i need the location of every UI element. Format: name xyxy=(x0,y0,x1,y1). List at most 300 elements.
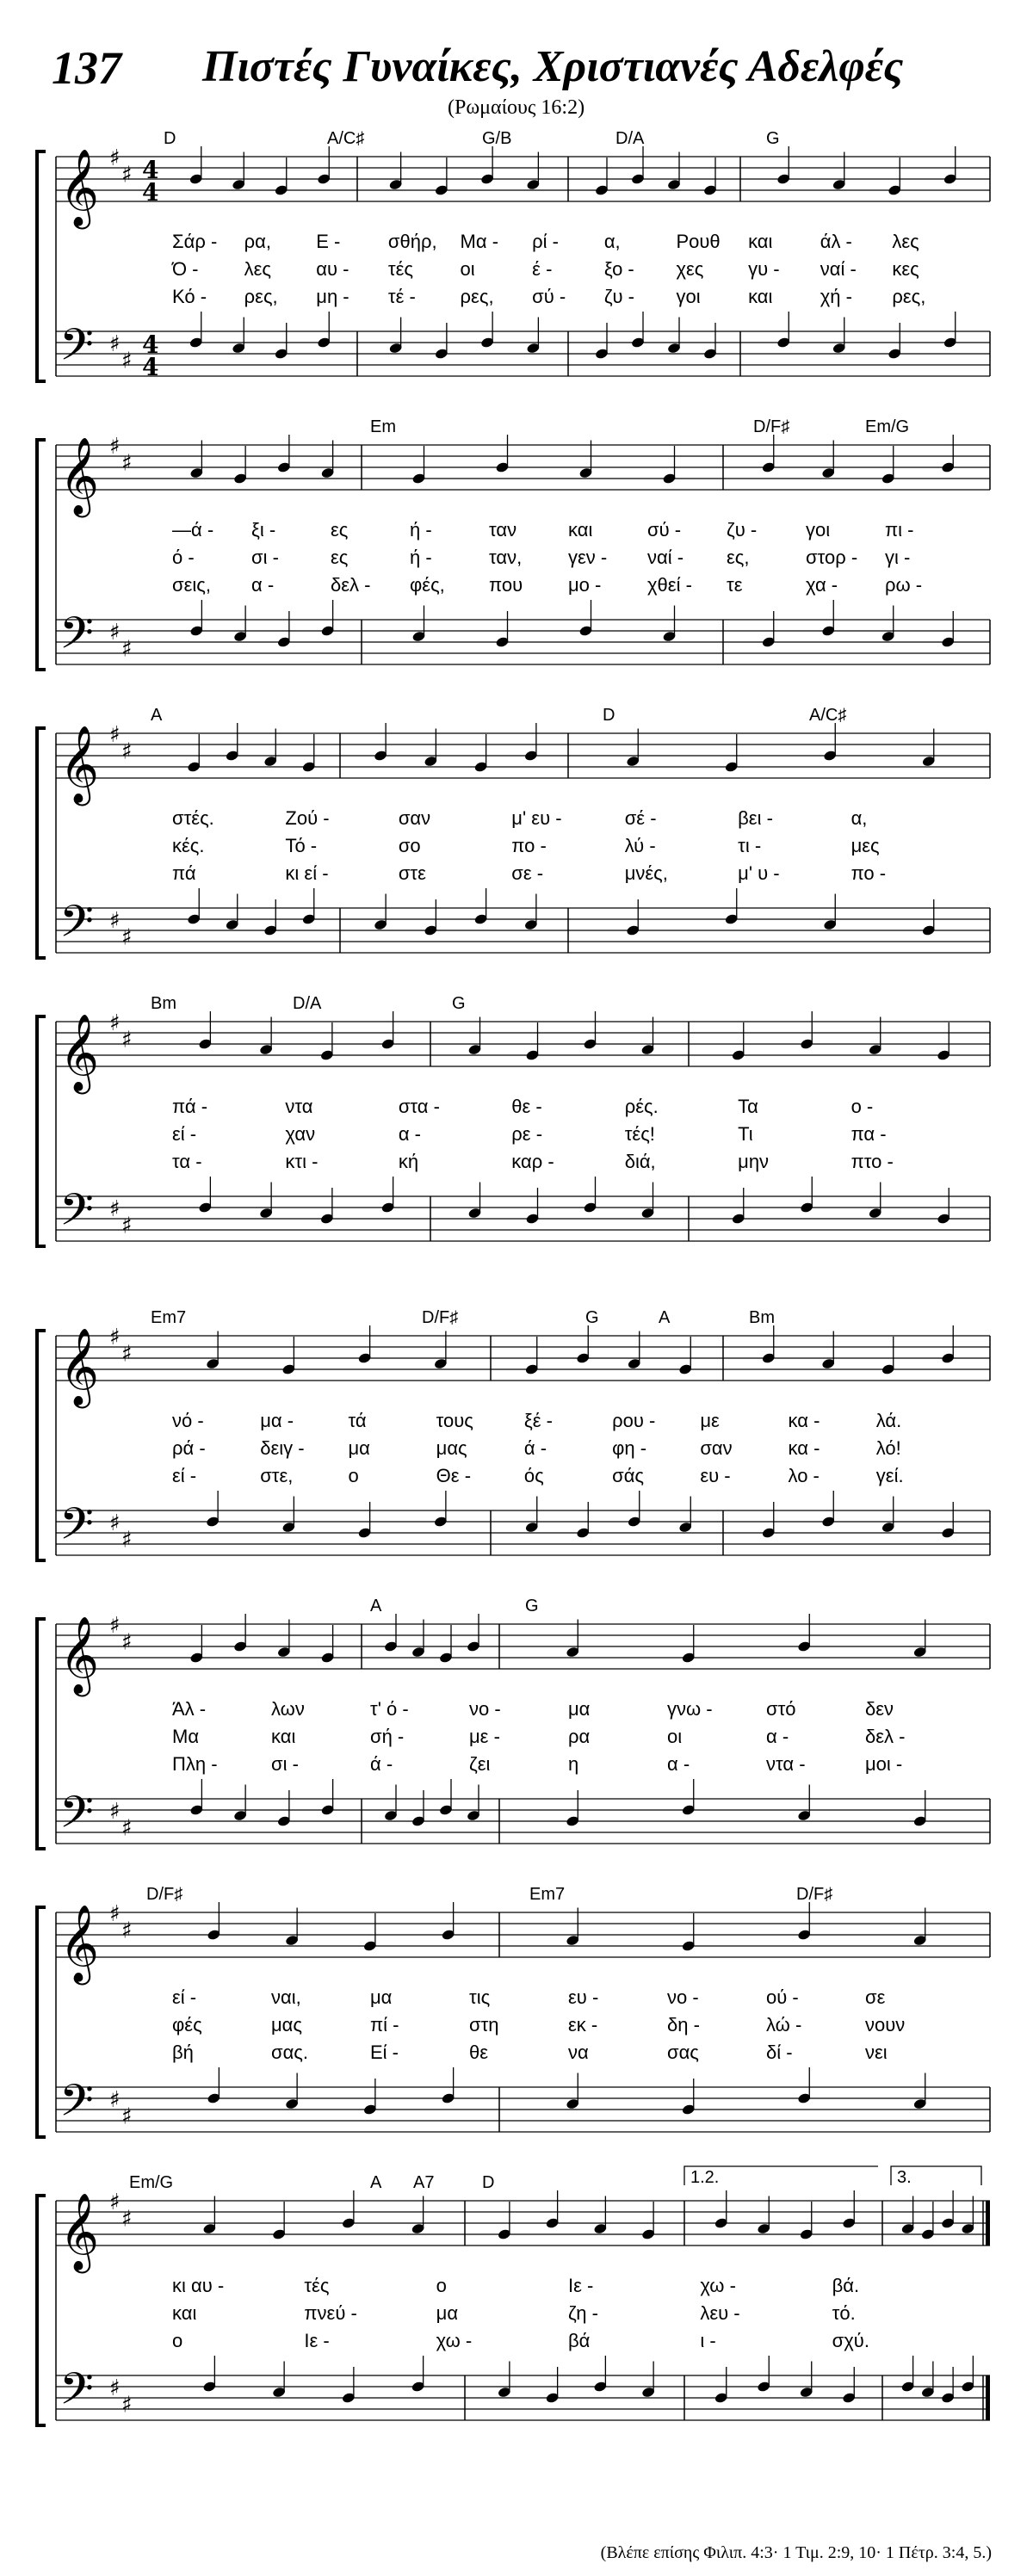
treble-clef-icon: 𝄞 xyxy=(59,1328,100,1405)
lyric-syllable: Σάρ - xyxy=(172,231,218,252)
lyric-syllable: ρες, xyxy=(460,286,494,307)
lyric-line-verse-3 xyxy=(0,2042,1033,2066)
lyric-syllable: Τό - xyxy=(285,835,318,856)
lyric-syllable: σε - xyxy=(511,862,544,884)
treble-clef-icon: 𝄞 xyxy=(59,1905,100,1982)
lyric-syllable: οι xyxy=(460,258,475,280)
chord-symbol: A7 xyxy=(413,2173,435,2192)
lyric-syllable: ο xyxy=(172,2330,183,2351)
chord-symbol: A/C♯ xyxy=(327,129,365,148)
lyric-syllable: δη - xyxy=(667,2014,700,2035)
lyric-syllable: λά. xyxy=(875,1410,902,1431)
chord-symbol: G xyxy=(525,1597,539,1615)
sharp-icon: ♯ xyxy=(109,434,121,460)
treble-clef-icon: 𝄞 xyxy=(59,437,100,515)
lyric-syllable: σύ - xyxy=(647,519,682,541)
lyric-syllable: σαν xyxy=(700,1437,733,1459)
lyric-syllable: στε xyxy=(398,862,426,884)
lyric-syllable: ός xyxy=(523,1465,544,1486)
sharp-icon: ♯ xyxy=(121,924,133,951)
lyric-syllable: στε, xyxy=(260,1465,294,1486)
lyric-syllable: στη xyxy=(469,2014,499,2035)
lyric-line-verse-3 xyxy=(0,286,1033,310)
sharp-icon: ♯ xyxy=(109,1613,121,1639)
lyric-syllable: ευ - xyxy=(568,1986,599,2008)
chord-symbol: A xyxy=(151,706,163,725)
chord-symbol: Em/G xyxy=(865,417,910,436)
lyric-syllable: ζυ - xyxy=(727,519,758,541)
lyric-syllable: ξέ - xyxy=(523,1410,553,1431)
lyric-syllable: λες xyxy=(892,231,919,252)
lyric-syllable: στορ - xyxy=(806,547,858,568)
lyric-syllable: τά xyxy=(348,1410,367,1431)
lyric-syllable: ά - xyxy=(370,1753,393,1775)
lyric-syllable: σε xyxy=(865,1986,886,2008)
lyric-syllable: δελ - xyxy=(331,574,371,596)
lyric-syllable: νό - xyxy=(172,1410,204,1431)
chord-symbol: D/F♯ xyxy=(753,417,790,436)
lyric-syllable: και xyxy=(748,231,773,252)
lyric-syllable: τι - xyxy=(738,835,762,856)
lyric-syllable: ό - xyxy=(172,547,195,568)
lyric-line-verse-2 xyxy=(0,547,1033,571)
sharp-icon: ♯ xyxy=(109,1799,121,1825)
final-barline-thick xyxy=(986,2201,990,2246)
lyric-line-verse-1 xyxy=(0,231,1033,255)
lyric-line-verse-3 xyxy=(0,574,1033,598)
lyric-syllable: μας xyxy=(436,1437,467,1459)
lyric-line-verse-3 xyxy=(0,1465,1033,1489)
lyric-syllable: γυ - xyxy=(748,258,780,280)
lyric-syllable: τές xyxy=(304,2275,330,2296)
volta-label: 1.2. xyxy=(690,2168,720,2187)
lyric-syllable: πο - xyxy=(511,835,547,856)
lyric-syllable: Ό - xyxy=(172,258,199,280)
sharp-icon: ♯ xyxy=(121,738,133,765)
lyric-syllable: ες xyxy=(331,547,349,568)
lyric-line-verse-1 xyxy=(0,1410,1033,1434)
lyric-syllable: Τι xyxy=(738,1123,753,1145)
lyric-syllable: Μα xyxy=(172,1726,200,1747)
music-system xyxy=(0,1308,1033,1592)
song-scripture-reference: (Ρωμαίους 16:2) xyxy=(448,96,585,119)
lyric-syllable: Ε - xyxy=(316,231,341,252)
lyric-syllable: ρα, xyxy=(244,231,271,252)
chord-symbol: Em7 xyxy=(529,1885,566,1904)
lyric-syllable: κές. xyxy=(172,835,205,856)
lyric-syllable: σέ - xyxy=(624,807,657,829)
lyric-syllable: και xyxy=(568,519,593,541)
lyric-syllable: α - xyxy=(251,574,275,596)
lyric-syllable: ρα xyxy=(568,1726,591,1747)
lyric-syllable: σι - xyxy=(251,547,279,568)
chord-symbol: G/B xyxy=(482,129,512,148)
lyric-syllable: ή - xyxy=(410,547,432,568)
chord-symbol: D/F♯ xyxy=(796,1885,833,1904)
time-signature-numerator: 4 xyxy=(142,330,159,359)
sharp-icon: ♯ xyxy=(109,2375,121,2401)
sharp-icon: ♯ xyxy=(121,2392,133,2418)
lyric-syllable: χω - xyxy=(700,2275,736,2296)
lyric-line-verse-3 xyxy=(0,2330,1033,2354)
lyric-syllable: και xyxy=(748,286,773,307)
lyric-syllable: τ' ό - xyxy=(370,1698,409,1720)
lyric-syllable: έ - xyxy=(532,258,553,280)
lyric-syllable: άλ - xyxy=(820,231,852,252)
lyric-syllable: σαν xyxy=(398,807,431,829)
lyric-syllable: ρε - xyxy=(511,1123,543,1145)
final-barline-thick xyxy=(986,2375,990,2420)
lyric-syllable: α - xyxy=(667,1753,690,1775)
lyric-syllable: ά - xyxy=(523,1437,547,1459)
lyric-syllable: ντα - xyxy=(766,1753,806,1775)
treble-clef-icon: 𝄞 xyxy=(59,1616,100,1694)
lyric-syllable: λο - xyxy=(788,1465,820,1486)
lyric-syllable: πο - xyxy=(851,862,887,884)
lyric-line-verse-2 xyxy=(0,1437,1033,1461)
treble-clef-icon: 𝄞 xyxy=(59,726,100,803)
chord-symbol: A/C♯ xyxy=(809,706,847,725)
lyric-syllable: θε xyxy=(469,2042,489,2063)
lyric-syllable: χή - xyxy=(820,286,852,307)
chord-symbol: A xyxy=(659,1308,671,1327)
lyric-syllable: ο xyxy=(348,1465,359,1486)
chord-symbol: D/F♯ xyxy=(422,1308,459,1327)
lyric-syllable: τές xyxy=(387,258,414,280)
bass-clef-icon: 𝄢 xyxy=(59,1786,94,1849)
chord-symbol: Em/G xyxy=(129,2173,174,2192)
lyric-syllable: θε - xyxy=(511,1096,542,1117)
chord-symbol: G xyxy=(766,129,780,148)
lyric-syllable: μη - xyxy=(316,286,349,307)
sharp-icon: ♯ xyxy=(109,331,121,357)
lyric-syllable: τους xyxy=(436,1410,473,1431)
sharp-icon: ♯ xyxy=(121,2103,133,2130)
lyric-syllable: ταν xyxy=(489,519,517,541)
bass-clef-icon: 𝄢 xyxy=(59,318,94,381)
chord-symbol: G xyxy=(585,1308,599,1327)
lyric-syllable: οι xyxy=(667,1726,683,1747)
sharp-icon: ♯ xyxy=(121,162,133,188)
lyric-syllable: γεν - xyxy=(568,547,608,568)
lyric-syllable: δειγ - xyxy=(260,1437,305,1459)
lyric-syllable: βά. xyxy=(832,2275,860,2296)
lyric-syllable: Ζού - xyxy=(285,807,330,829)
lyric-syllable: καρ - xyxy=(511,1151,554,1172)
treble-clef-icon: 𝄞 xyxy=(59,149,100,226)
lyric-line-verse-2 xyxy=(0,1123,1033,1147)
lyric-syllable: νει xyxy=(865,2042,888,2063)
lyric-syllable: ρά - xyxy=(172,1437,206,1459)
lyric-syllable: Ρουθ xyxy=(676,231,721,252)
lyric-syllable: μην xyxy=(738,1151,770,1172)
sharp-icon: ♯ xyxy=(109,145,121,171)
treble-clef-icon: 𝄞 xyxy=(59,2193,100,2270)
chord-symbol: D/F♯ xyxy=(146,1885,183,1904)
sharp-icon: ♯ xyxy=(109,722,121,748)
lyric-syllable: τις xyxy=(469,1986,491,2008)
page-header xyxy=(0,0,1033,129)
lyric-syllable: εί - xyxy=(172,1986,197,2008)
lyric-syllable: μα xyxy=(436,2302,459,2324)
lyric-syllable: πά - xyxy=(172,1096,208,1117)
lyric-syllable: με - xyxy=(469,1726,500,1747)
music-system xyxy=(0,417,1033,701)
lyric-syllable: πα - xyxy=(851,1123,887,1145)
lyric-syllable: αυ - xyxy=(316,258,349,280)
sharp-icon: ♯ xyxy=(121,1027,133,1053)
time-signature-denominator: 4 xyxy=(142,178,159,207)
lyric-syllable: ή - xyxy=(410,519,432,541)
time-signature-denominator: 4 xyxy=(142,353,159,381)
sharp-icon: ♯ xyxy=(121,2206,133,2233)
lyric-syllable: δελ - xyxy=(865,1726,906,1747)
lyric-syllable: —ά - xyxy=(172,519,214,541)
sharp-icon: ♯ xyxy=(109,908,121,934)
lyric-syllable: μνές, xyxy=(624,862,668,884)
lyric-syllable: Ιε - xyxy=(304,2330,330,2351)
lyric-syllable: βει - xyxy=(738,807,773,829)
sharp-icon: ♯ xyxy=(109,620,121,646)
lyric-syllable: στα - xyxy=(398,1096,440,1117)
lyric-syllable: ναί - xyxy=(820,258,857,280)
lyric-line-verse-1 xyxy=(0,1698,1033,1722)
lyric-line-verse-1 xyxy=(0,807,1033,831)
lyric-syllable: δεν xyxy=(865,1698,894,1720)
lyric-syllable: μ' ευ - xyxy=(511,807,562,829)
lyric-syllable: ρω - xyxy=(885,574,923,596)
lyric-syllable: ρες, xyxy=(892,286,926,307)
bass-clef-icon: 𝄢 xyxy=(59,2074,94,2137)
lyric-syllable: μοι - xyxy=(865,1753,903,1775)
lyric-syllable: κτι - xyxy=(285,1151,319,1172)
lyric-syllable: εί - xyxy=(172,1465,197,1486)
chord-symbol: A xyxy=(370,2173,382,2192)
chord-symbol: D/A xyxy=(615,129,645,148)
song-title: Πιστές Γυναίκες, Χριστιανές Αδελφές xyxy=(202,42,904,91)
lyric-syllable: α - xyxy=(398,1123,422,1145)
volta-label: 3. xyxy=(897,2168,912,2187)
lyric-syllable: τέ - xyxy=(387,286,416,307)
lyric-syllable: γι - xyxy=(885,547,911,568)
lyric-syllable: κή xyxy=(398,1151,419,1172)
lyric-syllable: ο xyxy=(436,2275,447,2296)
lyric-syllable: διά, xyxy=(624,1151,656,1172)
lyric-syllable: Θε - xyxy=(436,1465,472,1486)
lyric-syllable: βή xyxy=(172,2042,194,2063)
lyric-syllable: μα - xyxy=(260,1410,294,1431)
lyric-syllable: ρες, xyxy=(244,286,278,307)
lyric-syllable: μα xyxy=(348,1437,370,1459)
lyric-syllable: χθεί - xyxy=(647,574,692,596)
lyric-syllable: Ιε - xyxy=(568,2275,594,2296)
lyric-syllable: σή - xyxy=(370,1726,405,1747)
lyric-syllable: σι - xyxy=(271,1753,299,1775)
chord-symbol: Bm xyxy=(151,994,176,1013)
lyric-syllable: μα xyxy=(370,1986,393,2008)
music-system xyxy=(0,994,1033,1278)
lyric-syllable: και xyxy=(172,2302,197,2324)
lyric-syllable: εκ - xyxy=(568,2014,598,2035)
sharp-icon: ♯ xyxy=(109,1901,121,1927)
lyric-line-verse-2 xyxy=(0,1726,1033,1750)
sharp-icon: ♯ xyxy=(109,2087,121,2113)
lyric-line-verse-2 xyxy=(0,835,1033,859)
lyric-syllable: Κό - xyxy=(172,286,207,307)
lyric-syllable: λες xyxy=(244,258,272,280)
bass-clef-icon: 𝄢 xyxy=(59,1498,94,1560)
lyric-syllable: Τα xyxy=(738,1096,758,1117)
lyric-syllable: λων xyxy=(271,1698,305,1720)
sharp-icon: ♯ xyxy=(121,1341,133,1368)
lyric-syllable: γοι xyxy=(676,286,701,307)
bass-clef-icon: 𝄢 xyxy=(59,2363,94,2425)
music-system xyxy=(0,1597,1033,1881)
sharp-icon: ♯ xyxy=(121,636,133,663)
lyric-syllable: ες xyxy=(331,519,349,541)
lyric-syllable: δί - xyxy=(766,2042,793,2063)
lyric-syllable: πά xyxy=(172,862,196,884)
lyric-line-verse-1 xyxy=(0,1986,1033,2011)
lyric-line-verse-2 xyxy=(0,2302,1033,2326)
chord-symbol: D/A xyxy=(293,994,322,1013)
lyric-syllable: με xyxy=(700,1410,720,1431)
lyric-syllable: γεί. xyxy=(875,1465,904,1486)
music-system xyxy=(0,706,1033,990)
sharp-icon: ♯ xyxy=(121,1527,133,1554)
lyric-syllable: ρές. xyxy=(624,1096,659,1117)
lyric-syllable: λύ - xyxy=(624,835,656,856)
lyric-syllable: να xyxy=(568,2042,589,2063)
lyric-syllable: μ' υ - xyxy=(738,862,780,884)
lyric-line-verse-3 xyxy=(0,1151,1033,1175)
lyric-syllable: ντα xyxy=(285,1096,313,1117)
lyric-syllable: σεις, xyxy=(172,574,211,596)
chord-symbol: Em7 xyxy=(151,1308,187,1327)
lyric-syllable: ζει xyxy=(469,1753,491,1775)
lyric-syllable: χαν xyxy=(285,1123,316,1145)
lyric-syllable: σχύ. xyxy=(832,2330,869,2351)
sharp-icon: ♯ xyxy=(121,450,133,477)
footer-cross-references: (Βλέπε επίσης Φιλιπ. 4:3· 1 Τιμ. 2:9, 10· 1 Πέτρ. 3:4, 5.) xyxy=(600,2543,992,2562)
lyric-syllable: μα xyxy=(568,1698,591,1720)
chord-symbol: A xyxy=(370,1597,382,1615)
sharp-icon: ♯ xyxy=(109,1325,121,1350)
lyric-syllable: νο - xyxy=(469,1698,501,1720)
lyric-syllable: χω - xyxy=(436,2330,473,2351)
lyric-syllable: νουν xyxy=(865,2014,906,2035)
song-number: 137 xyxy=(52,42,121,94)
lyric-syllable: μας xyxy=(271,2014,302,2035)
lyric-syllable: ρου - xyxy=(612,1410,656,1431)
lyric-syllable: α - xyxy=(766,1726,789,1747)
sharp-icon: ♯ xyxy=(109,1196,121,1222)
lyric-syllable: τές! xyxy=(624,1123,655,1145)
lyric-syllable: φη - xyxy=(612,1437,647,1459)
lyric-syllable: Πλη - xyxy=(172,1753,218,1775)
music-system xyxy=(0,1885,1033,2169)
sharp-icon: ♯ xyxy=(121,1918,133,1944)
lyric-syllable: εί - xyxy=(172,1123,197,1145)
lyric-syllable: Άλ - xyxy=(172,1698,207,1720)
sharp-icon: ♯ xyxy=(121,1629,133,1656)
lyric-syllable: λευ - xyxy=(700,2302,740,2324)
lyric-syllable: στές. xyxy=(172,807,214,829)
lyric-syllable: σύ - xyxy=(532,286,566,307)
lyric-syllable: λό! xyxy=(875,1437,901,1459)
lyric-syllable: ζυ - xyxy=(603,286,634,307)
lyric-syllable: τα - xyxy=(172,1151,202,1172)
lyric-syllable: κι αυ - xyxy=(172,2275,225,2296)
lyric-line-verse-1 xyxy=(0,2275,1033,2299)
sharp-icon: ♯ xyxy=(109,2190,121,2215)
lyric-syllable: κι εί - xyxy=(285,862,329,884)
sharp-icon: ♯ xyxy=(109,1010,121,1036)
lyric-syllable: και xyxy=(271,1726,296,1747)
chord-symbol: D xyxy=(603,706,615,725)
lyric-line-verse-1 xyxy=(0,519,1033,543)
sharp-icon: ♯ xyxy=(121,348,133,374)
lyric-line-verse-3 xyxy=(0,1753,1033,1777)
lyric-syllable: ού - xyxy=(766,1986,799,2008)
lyric-syllable: σθήρ, xyxy=(387,231,437,252)
chord-symbol: G xyxy=(452,994,466,1013)
lyric-syllable: α, xyxy=(603,231,621,252)
lyric-syllable: πι - xyxy=(885,519,914,541)
lyric-syllable: κα - xyxy=(788,1410,820,1431)
bass-clef-icon: 𝄢 xyxy=(59,895,94,958)
lyric-line-verse-3 xyxy=(0,862,1033,886)
lyric-syllable: ρί - xyxy=(532,231,560,252)
lyric-syllable: πνεύ - xyxy=(304,2302,357,2324)
chord-symbol: D xyxy=(482,2173,495,2192)
lyric-syllable: χες xyxy=(676,258,704,280)
lyric-syllable: μες xyxy=(851,835,880,856)
lyric-syllable: στό xyxy=(766,1698,796,1720)
lyric-syllable: ο - xyxy=(851,1096,874,1117)
lyric-syllable: σάς xyxy=(612,1465,645,1486)
sharp-icon: ♯ xyxy=(121,1213,133,1239)
sharp-icon: ♯ xyxy=(109,1510,121,1536)
treble-clef-icon: 𝄞 xyxy=(59,1014,100,1091)
time-signature-numerator: 4 xyxy=(142,156,159,184)
lyric-syllable: σας xyxy=(667,2042,699,2063)
lyric-syllable: φές, xyxy=(410,574,445,596)
sharp-icon: ♯ xyxy=(121,1815,133,1842)
lyric-syllable: γοι xyxy=(806,519,831,541)
lyric-line-verse-1 xyxy=(0,1096,1033,1120)
lyric-syllable: λώ - xyxy=(766,2014,802,2035)
lyric-syllable: Εί - xyxy=(370,2042,399,2063)
lyric-syllable: φές xyxy=(172,2014,202,2035)
lyric-syllable: που xyxy=(489,574,523,596)
lyric-line-verse-2 xyxy=(0,258,1033,282)
lyric-syllable: βά xyxy=(568,2330,591,2351)
lyric-syllable: χα - xyxy=(806,574,838,596)
lyric-syllable: πτο - xyxy=(851,1151,894,1172)
lyric-syllable: σο xyxy=(398,835,421,856)
chord-symbol: Em xyxy=(370,417,396,436)
lyric-syllable: ναι, xyxy=(271,1986,301,2008)
lyric-syllable: Μα - xyxy=(460,231,499,252)
lyric-syllable: ι - xyxy=(700,2330,716,2351)
lyric-syllable: πί - xyxy=(370,2014,399,2035)
lyric-syllable: ταν, xyxy=(489,547,523,568)
music-system xyxy=(0,2168,1033,2457)
lyric-syllable: σας. xyxy=(271,2042,309,2063)
lyric-syllable: η xyxy=(568,1753,579,1775)
lyric-syllable: ναί - xyxy=(647,547,684,568)
